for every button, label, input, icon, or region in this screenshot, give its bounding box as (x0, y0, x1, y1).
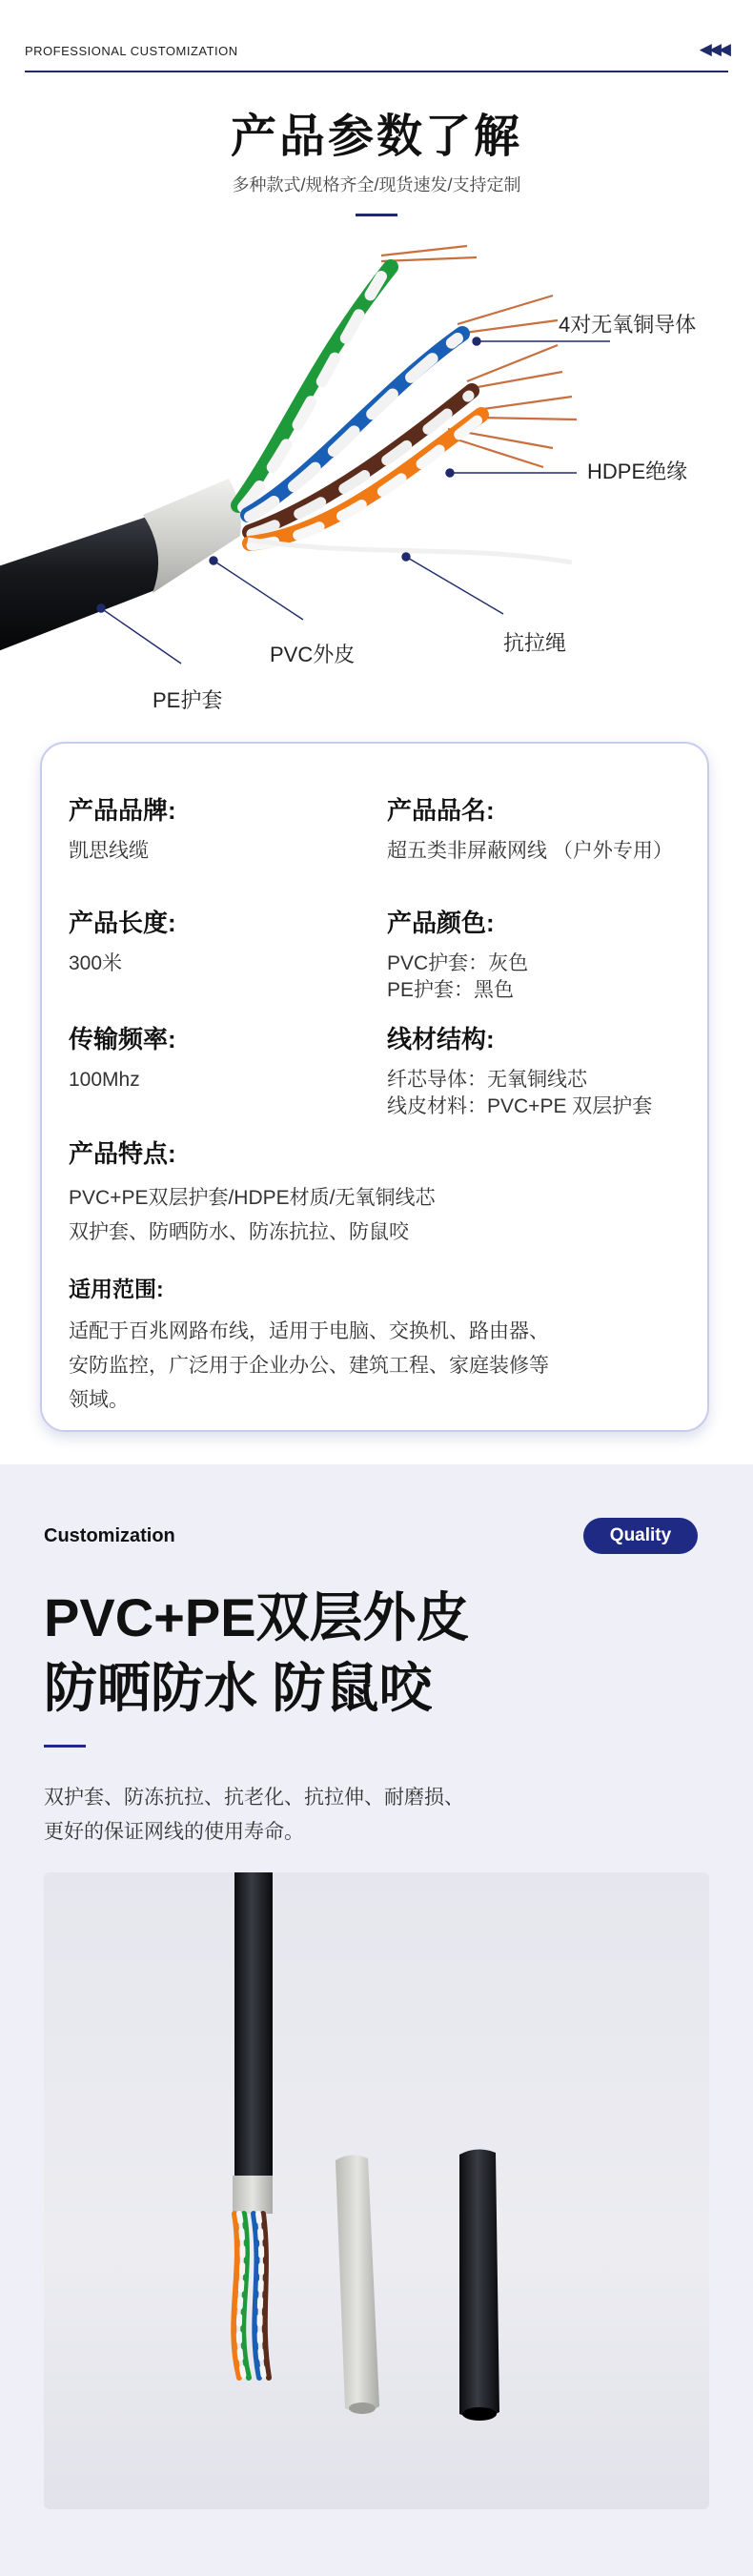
spec-color (387, 904, 528, 1004)
spec-freq-value: 100Mhz (69, 1069, 140, 1091)
spec-freq (69, 1020, 176, 1094)
top-header-bar (25, 38, 728, 72)
quality-badge[interactable]: Quality (583, 1518, 698, 1554)
desc-line-2: 更好的保证网线的使用寿命。 (44, 1821, 304, 1843)
brand-label: PROFESSIONAL CUSTOMIZATION (25, 44, 238, 58)
spec-scope (69, 1272, 549, 1418)
spec-length (69, 904, 176, 977)
spec-features-line-2: 双护套、防晒防水、防冻抗拉、防鼠咬 (69, 1221, 409, 1243)
headline-line-1: PVC+PE双层外皮 (44, 1587, 470, 1647)
label-pe: PE护套 (153, 688, 223, 712)
spec-color-pe: PE护套：黑色 (387, 979, 515, 1001)
spec-features-value (69, 1181, 435, 1250)
cable-cross-section-illustration (44, 1872, 709, 2509)
spec-freq-key: 传输频率: (69, 1025, 176, 1053)
feature-section (0, 1464, 753, 2576)
spec-brand (69, 791, 176, 865)
label-insulation: HDPE绝缘 (587, 460, 688, 483)
feature-description (44, 1781, 464, 1850)
spec-color-value (387, 951, 528, 1004)
headline-underline (44, 1745, 86, 1748)
spec-scope-line-2: 安防监控，广泛用于企业办公、建筑工程、家庭装修等 (69, 1355, 549, 1377)
spec-scope-line-3: 领域。 (69, 1389, 129, 1411)
spec-card (40, 742, 709, 1432)
headline-line-2: 防晒防水 防鼠咬 (44, 1658, 433, 1718)
triple-arrow-icon: ◀◀◀ (699, 40, 728, 58)
spec-scope-key: 适用范围: (69, 1277, 164, 1301)
spec-color-key: 产品颜色: (387, 909, 495, 937)
cable-diagram (0, 229, 753, 725)
spec-structure-value (387, 1067, 652, 1120)
spec-brand-value: 凯思线缆 (69, 840, 149, 862)
spec-structure-sheath: 线皮材料：PVC+PE 双层护套 (387, 1095, 653, 1117)
spec-length-key: 产品长度: (69, 909, 176, 937)
label-pvc: PVC外皮 (270, 643, 356, 666)
customization-label: Customization (44, 1525, 175, 1546)
product-photo (44, 1872, 709, 2509)
spec-structure-key: 线材结构: (387, 1025, 495, 1053)
title-underline (356, 214, 397, 216)
feature-headline (44, 1583, 470, 1724)
spec-scope-value (69, 1315, 549, 1418)
desc-line-1: 双护套、防冻抗拉、抗老化、抗拉伸、耐磨损、 (44, 1787, 464, 1809)
label-rope: 抗拉绳 (503, 631, 567, 655)
spec-scope-line-1: 适配于百兆网路布线，适用于电脑、交换机、路由器、 (69, 1320, 549, 1342)
page-title: 产品参数了解 (230, 112, 522, 162)
spec-length-value: 300米 (69, 952, 123, 974)
label-conductor: 4对无氧铜导体 (559, 313, 697, 337)
spec-name-key: 产品品名: (387, 796, 495, 825)
spec-name (387, 791, 673, 865)
spec-name-value: 超五类非屏蔽网线 （户外专用） (387, 840, 673, 862)
spec-features-key: 产品特点: (69, 1139, 176, 1168)
spec-features (69, 1135, 435, 1250)
spec-structure (387, 1020, 652, 1120)
spec-features-line-1: PVC+PE双层护套/HDPE材质/无氧铜线芯 (69, 1187, 436, 1209)
page-subtitle: 多种款式/规格齐全/现货速发/支持定制 (232, 175, 521, 194)
spec-color-pvc: PVC护套：灰色 (387, 952, 529, 974)
spec-structure-core: 纤芯导体：无氧铜线芯 (387, 1069, 587, 1091)
spec-brand-key: 产品品牌: (69, 796, 176, 825)
